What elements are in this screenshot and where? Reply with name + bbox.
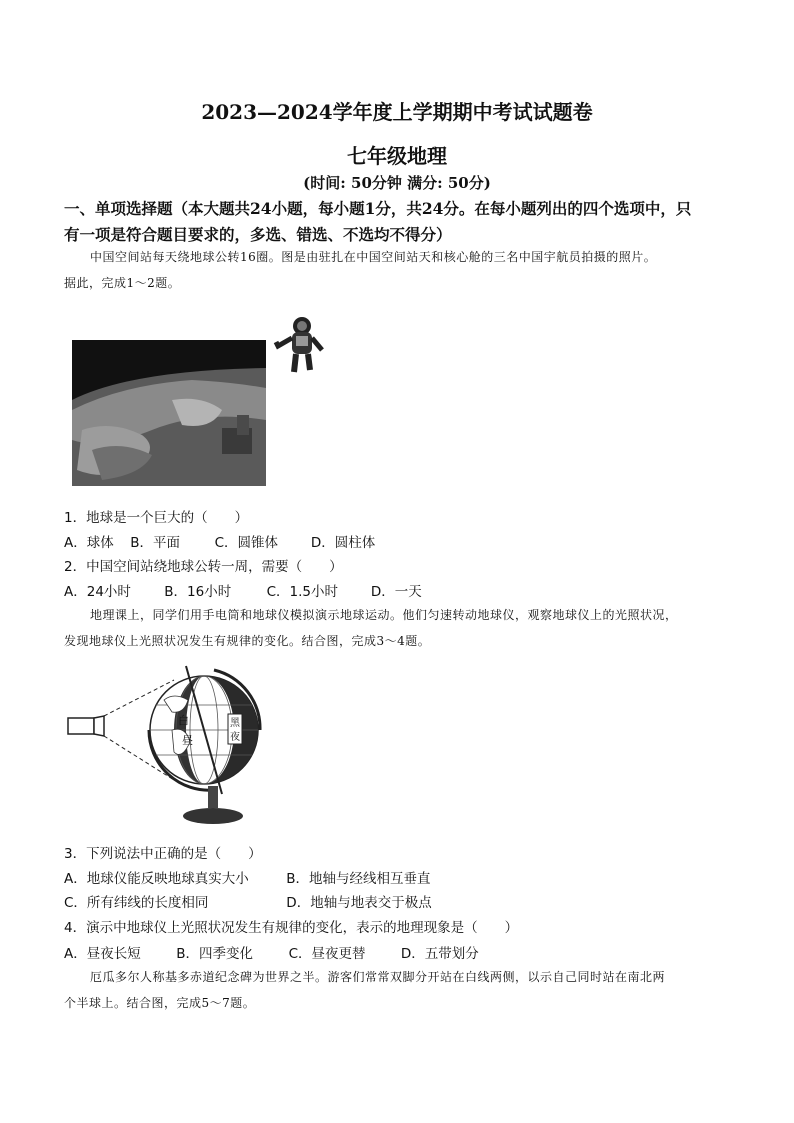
question-3-stem: 3．下列说法中正确的是（ ）: [64, 846, 262, 862]
intro-passage-3: [64, 964, 734, 1016]
q1-option-d: D．圆柱体: [310, 535, 376, 551]
question-2-stem: 2．中国空间站绕地球公转一周，需要（ ）: [64, 559, 343, 575]
intro-1-line2: 据此，完成1～2题。: [64, 276, 181, 290]
q2-option-d: D．一天: [370, 584, 422, 600]
q2-option-c: C．1.5小时: [266, 584, 338, 600]
q3-option-c: C．所有纬线的长度相同: [64, 895, 209, 911]
intro-passage-2: [64, 602, 734, 654]
question-3-options-row2: [64, 893, 432, 913]
question-4-options: [64, 944, 479, 964]
intro-2-line1: 地理课上，同学们用手电筒和地球仪模拟演示地球运动。他们匀速转动地球仪，观察地球仪上的光照状况，: [90, 608, 678, 622]
question-3-options-row1: [64, 869, 431, 889]
q3-option-b: B．地轴与经线相互垂直: [286, 871, 431, 887]
q4-option-c: C．昼夜更替: [288, 946, 366, 962]
globe-label-night-2: 夜: [230, 732, 240, 743]
intro-3-line1: 厄瓜多尔人称基多赤道纪念碑为世界之半。游客们常常双脚分开站在白线两侧，以示自己同时站在南北两: [90, 970, 666, 984]
q4-option-d: D．五带划分: [400, 946, 479, 962]
globe-label-night-1: 黑: [230, 718, 240, 729]
q2-option-b: B．16小时: [164, 584, 232, 600]
globe-flashlight-figure: [64, 660, 274, 830]
exam-meta: (时间: 50分钟 满分: 50分): [303, 174, 491, 192]
earth-horizon-image: [72, 340, 266, 486]
space-station-photo: [72, 340, 266, 486]
exam-subtitle: 七年级地理: [347, 144, 447, 168]
section-heading: [64, 196, 744, 248]
q1-option-a: A．球体: [64, 535, 114, 551]
q4-option-b: B．四季变化: [176, 946, 254, 962]
q4-option-a: A．昼夜长短: [64, 946, 141, 962]
q3-option-a: A．地球仪能反映地球真实大小: [64, 871, 249, 887]
intro-1-line1: 中国空间站每天绕地球公转16圈。图是由驻扎在中国空间站天和核心舱的三名中国宇航员拍摄的照片。: [90, 250, 657, 264]
globe-label-day: 白: [178, 714, 189, 727]
globe-label-day-2: 昼: [182, 734, 193, 747]
q2-option-a: A．24小时: [64, 584, 131, 600]
question-1-stem: 1．地球是一个巨大的（ ）: [64, 510, 249, 526]
question-2-options: [64, 582, 422, 602]
q1-option-b: B．平面: [130, 535, 181, 551]
question-4-stem: 4．演示中地球仪上光照状况发生有规律的变化，表示的地理现象是（ ）: [64, 920, 519, 936]
intro-passage-1: [64, 244, 734, 296]
q1-option-c: C．圆锥体: [214, 535, 279, 551]
question-1-options: [64, 533, 375, 553]
q3-option-d: D．地轴与地表交于极点: [286, 895, 432, 911]
intro-3-line2: 个半球上。结合图，完成5～7题。: [64, 996, 256, 1010]
section-heading-line1: 一、单项选择题（本大题共24小题，每小题1分，共24分。在每小题列出的四个选项中，只: [64, 199, 692, 218]
astronaut-image: [270, 312, 328, 376]
exam-title: 2023—2024学年度上学期期中考试试题卷: [201, 100, 593, 124]
section-heading-line2: 有一项是符合题目要求的，多选、错选、不选均不得分）: [64, 225, 452, 244]
intro-2-line2: 发现地球仪上光照状况发生有规律的变化。结合图，完成3～4题。: [64, 634, 431, 648]
flashlight-icon: [68, 718, 94, 734]
